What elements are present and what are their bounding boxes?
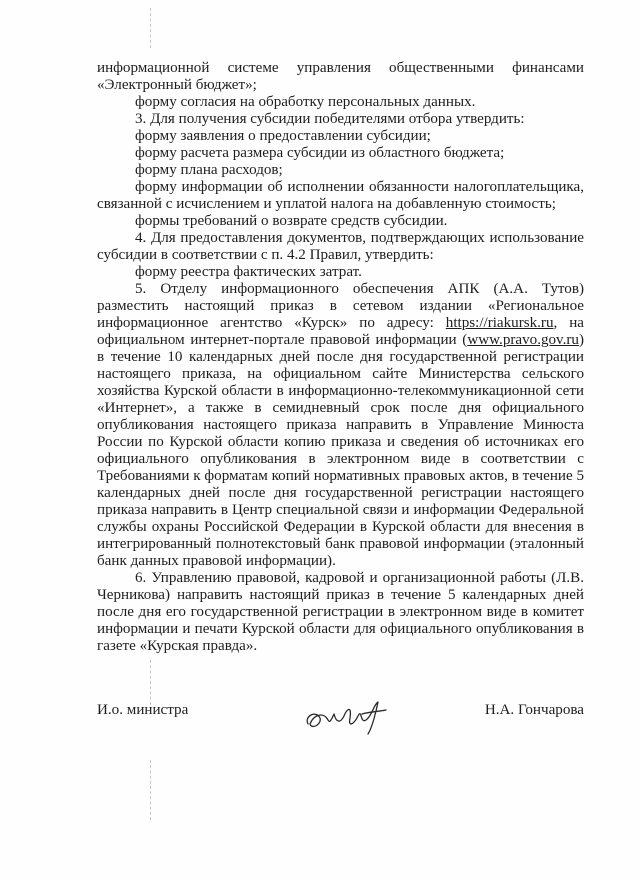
paragraph: информационной системе управления общественными финансами «Электронный бюджет»; bbox=[97, 60, 584, 93]
riakursk-link[interactable]: https://riakursk.ru bbox=[445, 315, 554, 331]
paragraph: формы требований о возврате средств субсидии. bbox=[135, 213, 448, 229]
pravo-link[interactable]: www.pravo.gov.ru bbox=[467, 332, 579, 348]
paragraph: форму расчета размера субсидии из областного бюджета; bbox=[135, 145, 505, 161]
paragraph: форму плана расходов; bbox=[135, 162, 283, 178]
paragraph: 4. Для предоставления документов, подтверждающих использование субсидии в соответствии с п. 4.2 Правил, утвердить: bbox=[97, 230, 584, 263]
paragraph: форму информации об исполнении обязанности налогоплательщика, связанной с исчислением и уплатой налога на добавленную стоимость; bbox=[97, 179, 584, 212]
paragraph-5-text: , на официальном интернет-портале правовой информации ( bbox=[97, 315, 584, 348]
paragraph: форму реестра фактических затрат. bbox=[135, 264, 362, 280]
signatory-title: И.о. министра bbox=[97, 702, 189, 718]
handwritten-signature bbox=[302, 694, 392, 736]
paragraph-5 bbox=[97, 281, 584, 570]
binding-mark bbox=[150, 760, 151, 820]
paragraph-5-text: 5. Отделу информационного обеспечения АПК (А.А. Тутов) разместить настоящий приказ в сетевом издании «Региональное информационное агентство «Курск» по адресу: bbox=[97, 281, 584, 331]
binding-mark bbox=[150, 8, 151, 48]
paragraph: форму заявления о предоставлении субсидии; bbox=[135, 128, 431, 144]
paragraph-5-text: ) в течение 10 календарных дней после дня государственной регистрации настоящего приказа, на официальном сайте Министерства сельского хозяйства Курской области в информационно-телекоммуникационной сети «Интернет», а также в семидневный срок после дня официального опубликования настоящего приказа направить в Управление Минюста России по Курской области копию приказа и сведения об источниках его официального опубликования в электронном виде в соответствии с Требованиями к форматам копий нормативных правовых актов, в течение 5 календарных дней после дня государственной регистрации настоящего приказа направить в Центр специальной связи и информации Федеральной службы охраны Российской Федерации в Курской области для внесения в интегрированный полнотекстовый банк правовой информации (эталонный банк данных правовой информации). bbox=[97, 332, 584, 569]
signature-block bbox=[97, 700, 584, 740]
document-body bbox=[97, 60, 584, 655]
signatory-name: Н.А. Гончарова bbox=[484, 702, 584, 718]
paragraph: 3. Для получения субсидии победителями отбора утвердить: bbox=[135, 111, 525, 127]
paragraph-6: 6. Управлению правовой, кадровой и организационной работы (Л.В. Черникова) направить настоящий приказ в течение 5 календарных дней после дня его государственной регистрации в электронном виде в комитет информации и печати Курской области для официального опубликования в газете «Курская правда». bbox=[97, 570, 584, 654]
paragraph: форму согласия на обработку персональных данных. bbox=[135, 94, 476, 110]
